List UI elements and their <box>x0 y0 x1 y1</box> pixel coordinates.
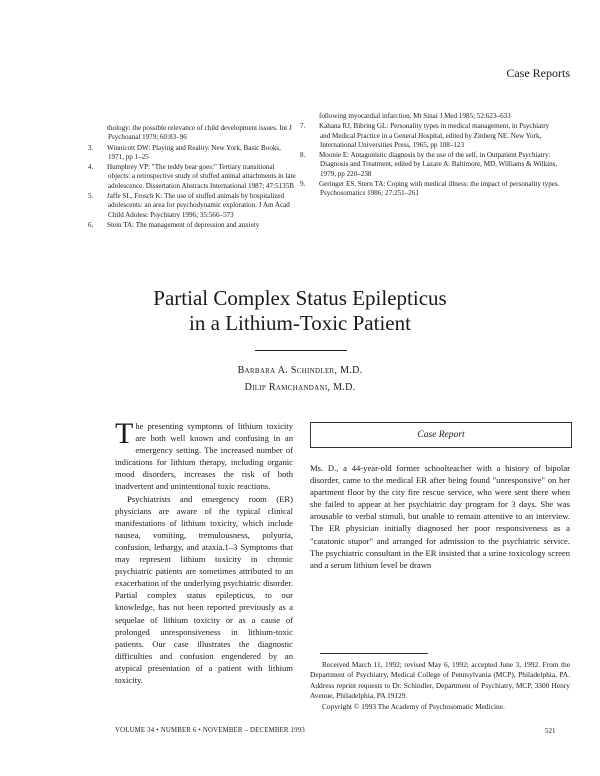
intro-paragraph-2: Psychiatrists and emergency room (ER) physicians are aware of the typical clinical manifestations of lithium toxicity, which include nausea, vomiting, tremulousness, polyuria, confusion, lethargy, and ataxia.1–3 Symptoms that may represent lithium toxicity in chronic psychiatric patients are sometimes attributed to an exacerbation of the underlying psychiatric disorder. Partial complex status epilepticus, to our knowledge, has not been reported previously as a sequelae of lithium toxicity or as a cause of prolonged unresponsiveness in lithium-toxic patients. Our case illustrates the diagnostic difficulties and confusion engendered by an atypical presentation of a patient with lithium toxicity. <box>115 493 293 685</box>
reference-item: 4. Humphrey VP: "The teddy bear goes:" Tertiary transitional objects: a retrospective study of stuffed animal attachments in late adolescence. Dissertation Abstracts International 1987; 47:5135B <box>88 163 296 190</box>
case-column <box>310 462 570 571</box>
page-number: 521 <box>545 727 556 735</box>
intro-column <box>115 417 293 686</box>
drop-cap: T <box>115 417 134 450</box>
running-head: Case Reports <box>506 66 570 80</box>
article-title <box>80 286 520 336</box>
received-note: Received March 11, 1992; revised May 6, 1992; accepted June 3, 1992. From the Department of Psychiatry, Medical College of Pennsylvania (MCP), Philadelphia, PA. Address reprint requests to Dr. Schindler, Department of Psychiatry, MCP, 3300 Henry Avenue, Philadelphia, PA 19129. <box>310 660 570 701</box>
title-line-2: in a Lithium-Toxic Patient <box>189 311 411 335</box>
reference-item: 6. Stein TA: The management of depression and anxiety <box>88 220 260 229</box>
title-divider <box>255 350 347 351</box>
author-2: Dilip Ramchandani, M.D. <box>244 382 356 393</box>
reference-item: 5. Jaffe SL, Frosch K: The use of stuffed animals by hospitalized adolescents: an area for psychodynamic exploration. J Am Acad Child Adolesc Psychiatry 1996; 35:566–573 <box>88 192 290 219</box>
footnote-divider <box>320 653 428 654</box>
references-right <box>300 112 560 200</box>
author-1: Barbara A. Schindler, M.D. <box>237 365 363 376</box>
title-line-1: Partial Complex Status Epilepticus <box>153 286 447 310</box>
article-notes <box>310 660 570 712</box>
case-report-heading: Case Report <box>310 422 572 448</box>
journal-issue-footer: VOLUME 34 • NUMBER 6 • NOVEMBER – DECEMBER 1993 <box>115 727 305 734</box>
intro-paragraph-1: The presenting symptoms of lithium toxicity are both well known and confusing in an emergency setting. The increased number of indications for lithium therapy, including organic mood disorders, increases the risk of both inadvertent and unintentional toxic reactions. <box>115 417 293 492</box>
reference-item: 3. Winnicott DW: Playing and Reality. New York, Basic Books, 1971, pp 1–25 <box>88 143 281 161</box>
reference-item: 8. Moonie E: Antagonistic diagnosis by the use of the self, in Outpatient Psychiatry: Diagnosis and Treatment, edited by Lazare A. Baltimore, MD, Williams & Wilkins, 1979, pp 220–238 <box>300 151 558 178</box>
reference-item: following myocardial infarction. Mt Sinai J Med 1985; 52:623–633 <box>319 112 511 120</box>
case-paragraph: Ms. D., a 44-year-old former schoolteacher with a history of bipolar disorder, came to the medical ER after being found "unresponsive" on her apartment floor by the city fire rescue service, who were sent there when she failed to appear at her psychiatric day program for 3 days. She was arousable to verbal stimuli, but unable to remain attentive to an interview. The ER physician initially diagnosed her poor responsiveness as a "catatonic stupor" and arranged for admission to the psychiatric service. The psychiatric consultant in the ER insisted that a urine toxicology screen and a serum lithium level be drawn <box>310 463 570 570</box>
reference-item: 7. Kahana RJ, Bibring GL: Personality types in medical management, in Psychiatry and Medical Practice in a General Hospital, edited by Zinberg NE. New York, International Universities Press, 1965, pp 108–123 <box>300 122 550 149</box>
reference-item: thology: the possible relevance of child development issues. Int J Psychoanal 1979; 60:83–96 <box>107 124 292 142</box>
references-left <box>88 124 298 231</box>
copyright-note: Copyright © 1993 The Academy of Psychosomatic Medicine. <box>322 701 505 711</box>
reference-item: 9. Geringer ES, Stern TA: Coping with medical illness: the impact of personality types. Psychosomatics 1986; 27:251–261 <box>300 180 560 198</box>
